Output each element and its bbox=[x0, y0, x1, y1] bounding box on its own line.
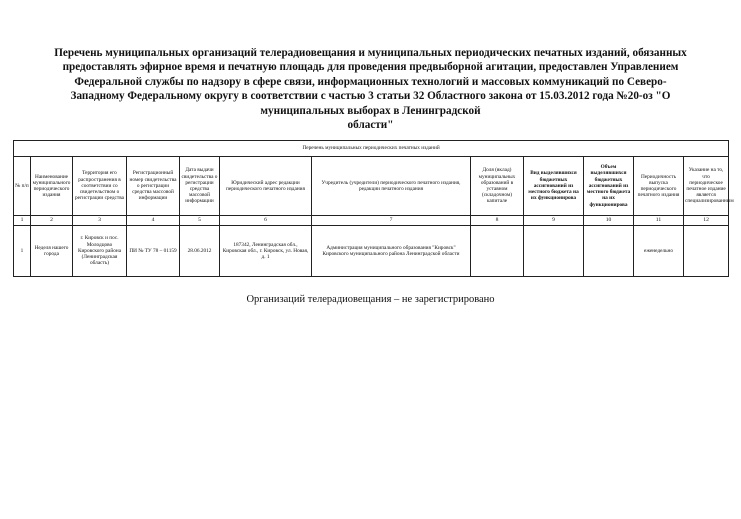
table-cell bbox=[684, 226, 729, 277]
header-cell bbox=[524, 157, 584, 216]
header-text: № п/п bbox=[15, 182, 29, 189]
header-cell bbox=[220, 157, 312, 216]
header-text: Наименование муниципального периодического издания bbox=[32, 173, 71, 199]
header-cell bbox=[684, 157, 734, 216]
column-number: 11 bbox=[634, 216, 684, 226]
column-number: 4 bbox=[127, 216, 180, 226]
table-caption: Перечень муниципальных периодических печатных изданий bbox=[14, 141, 729, 157]
header-cell bbox=[73, 157, 127, 216]
title-line: области" bbox=[347, 119, 394, 132]
title-line: Федеральной службы по надзору в сфере связи, информационных технологий и массовых коммуникаций по Северо- bbox=[74, 75, 667, 88]
header-text: Указание на то, что периодическое печатное издание является специализированным bbox=[685, 167, 734, 205]
header-text: Юридический адрес редакции периодического печатного издания bbox=[226, 179, 305, 192]
header-text: Территория его распространения в соответствии со свидетельством о регистрации средства bbox=[75, 170, 124, 202]
column-number: 5 bbox=[180, 216, 220, 226]
title-line: муниципальных выборах в Ленинградской bbox=[260, 104, 481, 117]
title-line: предоставлять эфирное время и печатную площадь для проведения предвыборной агитации, предоставлен Управлением bbox=[62, 61, 679, 74]
column-number: 2 bbox=[31, 216, 73, 226]
column-number: 9 bbox=[524, 216, 584, 226]
column-number: 8 bbox=[471, 216, 524, 226]
table-caption-row bbox=[14, 141, 729, 157]
footer-note: Организаций телерадиовещания – не зарегистрировано bbox=[246, 294, 495, 305]
header-cell bbox=[31, 157, 73, 216]
title-line: Перечень муниципальных организаций телерадиовещания и муниципальных периодических печатных изданий, обязанных bbox=[54, 47, 687, 59]
table-cell: Администрация муниципального образования "Кировск" Кировского муниципального района Ленинградской области bbox=[312, 226, 471, 277]
header-cell bbox=[471, 157, 524, 216]
header-text: Вид выделявшихся бюджетных ассигнований из местного бюджета на их функционирова bbox=[528, 170, 579, 202]
table-cell: Неделя нашего города bbox=[31, 226, 73, 277]
header-text: Доля (вклад) муниципальных образований в уставном (складочном) капитале bbox=[478, 167, 516, 205]
table-cell: ПИ № ТУ 78 – 01159 bbox=[127, 226, 180, 277]
column-number: 1 bbox=[14, 216, 31, 226]
header-text: Учредитель (учредители) периодического печатного издания, редакции печатного издания bbox=[321, 179, 461, 192]
table-cell: 187342, Ленинградская обл., Кировская обл., г. Кировск, ул. Новая, д. 1 bbox=[220, 226, 312, 277]
table-cell bbox=[584, 226, 634, 277]
header-text: Дата выдачи свидетельства о регистрации средства массовой информации bbox=[181, 167, 218, 205]
header-text: Объем выделявшихся бюджетных ассигнований из местного бюджета на их функционирова bbox=[586, 164, 631, 208]
table-row bbox=[14, 226, 729, 277]
periodicals-table bbox=[13, 140, 734, 277]
table-cell: 28.06.2012 bbox=[180, 226, 220, 277]
header-cell bbox=[14, 157, 31, 216]
table-cell bbox=[524, 226, 584, 277]
header-cell bbox=[312, 157, 471, 216]
column-number: 12 bbox=[684, 216, 729, 226]
column-number: 10 bbox=[584, 216, 634, 226]
title-line: Западному Федеральному округу в соответствии с частью 3 статьи 32 Областного закона от 15.03.2012 года №20-оз "О bbox=[70, 90, 671, 103]
column-number: 6 bbox=[220, 216, 312, 226]
table-cell: 1 bbox=[14, 226, 31, 277]
table-cell: еженедельно bbox=[634, 226, 684, 277]
header-cell bbox=[584, 157, 634, 216]
column-number-row bbox=[14, 216, 729, 226]
header-cell bbox=[180, 157, 220, 216]
column-number: 7 bbox=[312, 216, 471, 226]
column-number: 3 bbox=[73, 216, 127, 226]
header-cell bbox=[127, 157, 180, 216]
header-text: Периодичность выпуска периодического печатного издания bbox=[637, 173, 680, 199]
table-cell: г. Кировск и пос. Молодцово Кировского района (Ленинградская область) bbox=[73, 226, 127, 277]
header-text: Регистрационный номер свидетельства о регистрации средства массовой информации bbox=[129, 170, 177, 202]
table-header-row bbox=[14, 157, 729, 216]
document-title bbox=[14, 46, 727, 132]
table-cell bbox=[471, 226, 524, 277]
header-cell bbox=[634, 157, 684, 216]
